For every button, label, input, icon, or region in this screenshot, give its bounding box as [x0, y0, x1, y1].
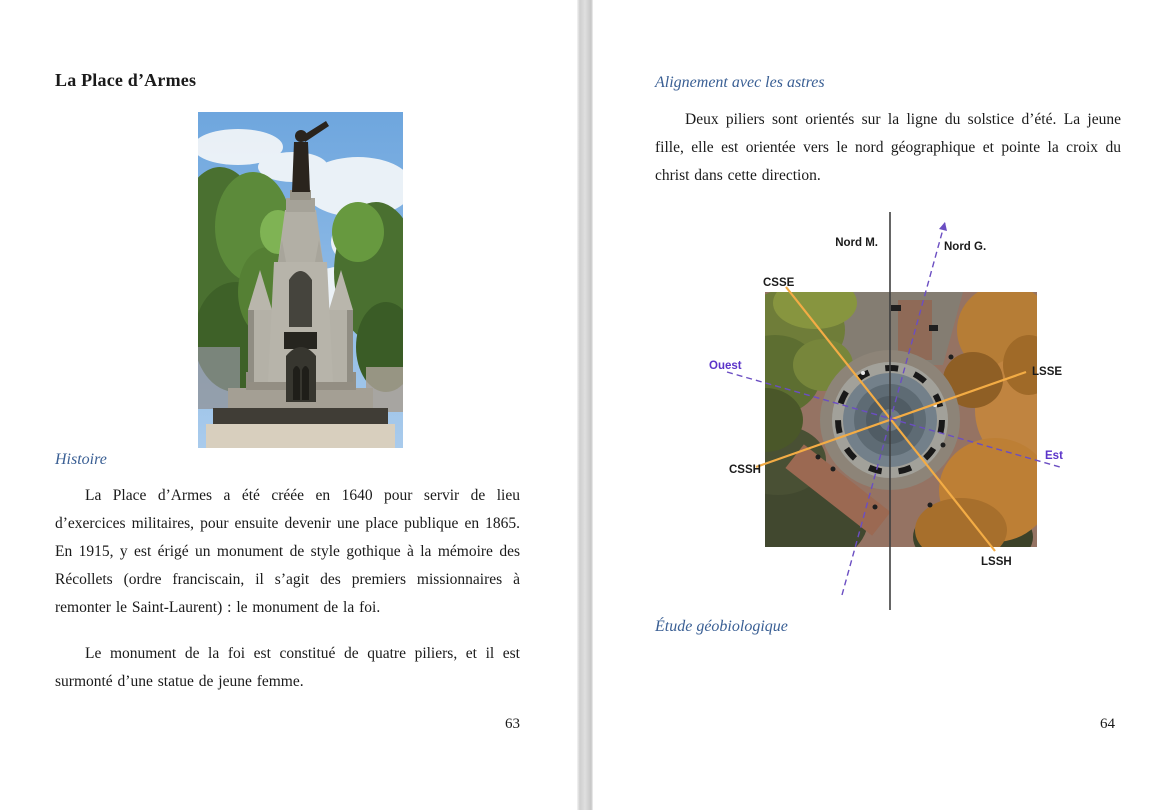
label-nord-g: Nord G. [944, 241, 987, 253]
aerial-photo [718, 277, 1059, 572]
section-heading-histoire: Histoire [55, 451, 107, 468]
monument-photo [198, 112, 403, 448]
paragraph-histoire-1: La Place d’Armes a été créée en 1640 pour servir de lieu d’exercices militaires, pour ensuite devenir une place publique en 1865. En 1915, y est érigé un monument de style gothique à la mémoire des Récollets (ordre franciscain, il s’agit des premiers missionnaires à remonter le Saint-Laurent) : le monument de la foi. [55, 487, 520, 616]
page-64 [593, 0, 1171, 810]
paragraph-histoire-2: Le monument de la foi est constitué de quatre piliers, et il est surmonté d’une statue de jeune femme. [55, 645, 520, 690]
page-gap-divider [577, 0, 593, 810]
page-number-64: 64 [1100, 716, 1115, 732]
paragraph-alignement: Deux piliers sont orientés sur la ligne du solstice d’été. La jeune fille, elle est orientée vers le nord géographique et pointe la croix du christ dans cette direction. [655, 111, 1121, 184]
label-ouest: Ouest [709, 360, 742, 372]
label-est: Est [1045, 450, 1063, 462]
label-nord-m: Nord M. [835, 237, 878, 249]
label-lssh: LSSH [981, 556, 1012, 568]
page-title: La Place d’Armes [55, 70, 197, 90]
page-63 [0, 0, 577, 810]
label-cssh: CSSH [729, 464, 761, 476]
section-heading-alignement: Alignement avec les astres [655, 74, 825, 91]
label-lsse: LSSE [1032, 366, 1063, 378]
section-heading-etude: Étude géobiologique [655, 618, 788, 635]
label-csse: CSSE [763, 277, 795, 289]
nord-geographique-arrowhead [939, 222, 947, 231]
compass-aerial-diagram [643, 205, 1073, 617]
page-number-63: 63 [505, 716, 520, 732]
